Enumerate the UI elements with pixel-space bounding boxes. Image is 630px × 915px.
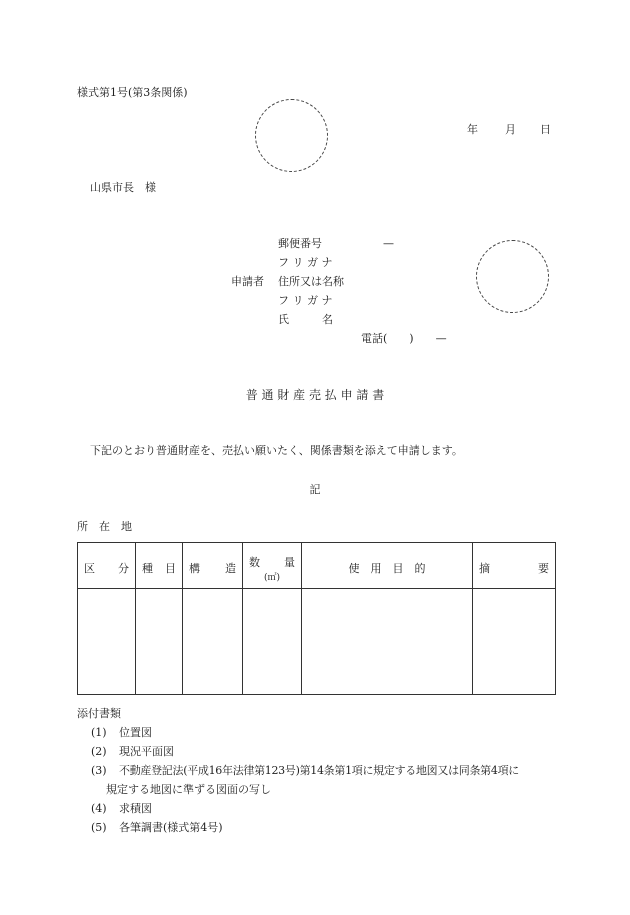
col-header-category [78, 543, 136, 589]
attachment-text-1: 位置図 [119, 726, 152, 739]
col-header-type [136, 543, 183, 589]
applicant-label: 申請者 [231, 275, 264, 288]
col-header-remarks-right: 要 [538, 562, 549, 575]
document-title: 普 通 財 産 売 払 申 請 書 [245, 388, 385, 402]
name-label: 氏 名 [278, 313, 333, 326]
col-header-quantity-left: 数 [249, 556, 260, 569]
form-id: 様式第1号(第3条関係) [77, 86, 188, 99]
col-header-type-left: 種 [142, 562, 153, 575]
date-day: 日 [540, 123, 551, 136]
col-header-purpose [302, 543, 473, 589]
col-header-type-right: 目 [165, 562, 176, 575]
attachments-heading: 添付書類 [77, 707, 121, 720]
cell-purpose[interactable] [302, 589, 473, 695]
cell-category[interactable] [78, 589, 136, 695]
furigana-label-2: フ リ ガ ナ [278, 294, 333, 307]
col-header-quantity-right: 量 [284, 556, 295, 569]
property-table [77, 542, 556, 695]
cell-remarks[interactable] [473, 589, 556, 695]
col-header-category-right: 分 [118, 562, 129, 575]
phone-label: 電話( ) — [361, 332, 447, 345]
col-header-category-left: 区 [84, 562, 95, 575]
attachment-num-3: (3) [91, 764, 107, 777]
col-header-structure-left: 構 [189, 562, 200, 575]
attachment-text-5: 各筆調書(様式第4号) [119, 821, 223, 834]
date-year: 年 [467, 123, 478, 136]
attachment-text-3: 不動産登記法(平成16年法律第123号)第14条第1項に規定する地図又は同条第4項に [119, 764, 519, 777]
col-header-quantity-unit: (㎡) [263, 573, 281, 583]
col-header-quantity [243, 543, 302, 589]
receipt-stamp-circle [255, 99, 328, 172]
col-header-remarks-left: 摘 [479, 562, 490, 575]
col-header-purpose-label: 使 用 目 的 [348, 562, 426, 575]
cell-quantity[interactable] [243, 589, 302, 695]
table-header-row [78, 543, 556, 589]
attachment-num-1: (1) [91, 726, 107, 739]
postal-label: 郵便番号 [278, 237, 322, 250]
addressee: 山県市長 様 [90, 181, 156, 194]
body-text: 下記のとおり普通財産を、売払い願いたく、関係書類を添えて申請します。 [90, 444, 463, 457]
furigana-label: フ リ ガ ナ [278, 256, 333, 269]
address-label: 住所又は名称 [278, 275, 344, 288]
ki-mark: 記 [309, 483, 321, 496]
attachment-text-3-cont: 規定する地図に準ずる図面の写し [106, 783, 271, 796]
col-header-structure [183, 543, 243, 589]
location-label: 所 在 地 [77, 520, 132, 533]
postal-dash: — [383, 237, 394, 250]
cell-type[interactable] [136, 589, 183, 695]
cell-structure[interactable] [183, 589, 243, 695]
attachment-num-2: (2) [91, 745, 107, 758]
attachment-num-4: (4) [91, 802, 107, 815]
col-header-structure-right: 造 [225, 562, 236, 575]
table-row [78, 589, 556, 695]
attachment-text-2: 現況平面図 [119, 745, 174, 758]
date-month: 月 [505, 123, 516, 136]
attachment-num-5: (5) [91, 821, 107, 834]
attachment-text-4: 求積図 [119, 802, 152, 815]
seal-stamp-circle [476, 240, 549, 313]
col-header-remarks [473, 543, 556, 589]
